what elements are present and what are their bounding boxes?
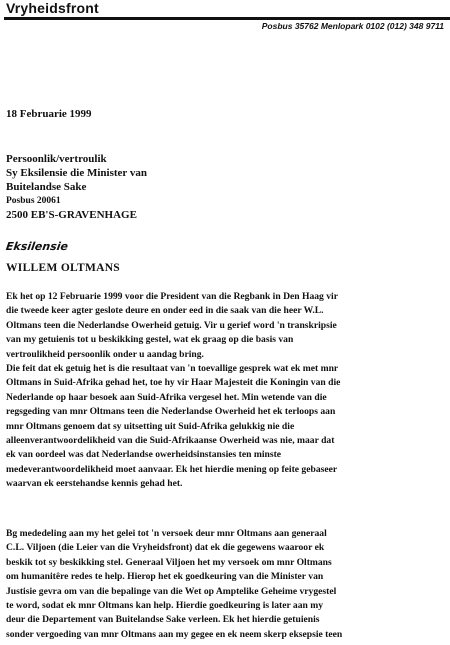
paragraph-line: Oltmans teen die Nederlandse Owerheid getuig. Vir u gerief word 'n transkripsie: [6, 319, 337, 331]
paragraph-line: van my getuienis tot u beskikking gestel, wat ek graag op die basis van: [6, 334, 294, 346]
paragraph-line: Bg mededeling aan my het gelei tot 'n versoek deur mnr Oltmans aan generaal: [6, 528, 327, 539]
paragraph-line: C.L. Viljoen (die Leier van die Vryheidsfront) dat ek die gegewens waaroor ek: [6, 542, 325, 554]
handwritten-salutation: Eksilensie: [5, 240, 69, 253]
paragraph-line: medeverantwoordelikheid moet aanvaar. Ek het hierdie mening op feite gebaseer: [6, 463, 338, 475]
paragraph-line: Die feit dat ek getuig het is die resultaat van 'n toevallige gesprek wat ek met mnr: [6, 363, 339, 374]
addressee-line: 2500 EB'S-GRAVENHAGE: [6, 209, 137, 221]
paragraph-line: te word, sodat ek mnr Oltmans kan help. Hierdie goedkeuring is later aan my: [6, 600, 324, 612]
paragraph-line: om humanitêre redes te help. Hierop het ek goedkeuring van die Minister van: [6, 571, 324, 583]
paragraph-line: mnr Oltmans genoem dat sy uitsetting uit Suid-Afrika gelukkig nie die: [6, 420, 295, 432]
addressee-line: Buitelandse Sake: [6, 181, 87, 193]
paragraph-line: waarvan ek eerstehandse kennis gehad het.: [6, 478, 183, 490]
paragraph-line: die tweede keer agter geslote deure en onder eed in die saak van die heer W.L.: [6, 305, 324, 317]
paragraph-line: sonder vergoeding van mnr Oltmans aan my gegee en ek neem skerp eksepsie teen: [6, 628, 343, 640]
letterhead-address: Posbus 35762 Menlopark 0102 (012) 348 9711: [261, 21, 444, 31]
addressee-line: Posbus 20061: [6, 196, 61, 206]
addressee-block: [6, 152, 147, 222]
body-paragraph-1: [6, 290, 448, 362]
letterhead-rule: [4, 17, 450, 20]
letterhead-title: Vryheidsfront: [6, 0, 99, 16]
paragraph-line: Ek het op 12 Februarie 1999 voor die President van die Regbank in Den Haag vir: [6, 291, 338, 302]
paragraph-line: ek van oordeel was dat Nederlandse owerheidsinstansies ten minste: [6, 449, 282, 461]
addressee-line: Persoonlik/vertroulik: [6, 153, 107, 165]
paragraph-line: Justisie gevra om van die bepalinge van die Wet op Amptelike Geheime vrygestel: [6, 585, 337, 597]
paragraph-line: Oltmans in Suid-Afrika gehad het, toe hy vir Haar Majesteit die Koningin van die: [6, 377, 341, 389]
subject-line: WILLEM OLTMANS: [6, 262, 121, 274]
paragraph-line: beskik tot sy beskikking stel. Generaal Viljoen het my versoek om mnr Oltmans: [6, 556, 332, 568]
body-paragraph-2: [6, 362, 448, 492]
paragraph-line: vertroulikheid persoonlik onder u aandag bring.: [6, 348, 204, 360]
addressee-line: Sy Eksilensie die Minister van: [6, 167, 147, 179]
paragraph-line: regsgeding van mnr Oltmans teen die Nederlandse Owerheid het ek terloops aan: [6, 406, 336, 418]
paragraph-line: alleenverantwoordelikheid van die Suid-Afrikaanse Owerheid was nie, maar dat: [6, 435, 335, 447]
letter-date: 18 Februarie 1999: [6, 108, 92, 120]
paragraph-line: deur die Departement van Buitelandse Sake verleen. Ek het hierdie getuienis: [6, 614, 320, 626]
body-paragraph-3: [6, 527, 448, 642]
paragraph-line: Nederlande op haar besoek aan Suid-Afrika vergesel het. Min wetende van die: [6, 391, 327, 403]
